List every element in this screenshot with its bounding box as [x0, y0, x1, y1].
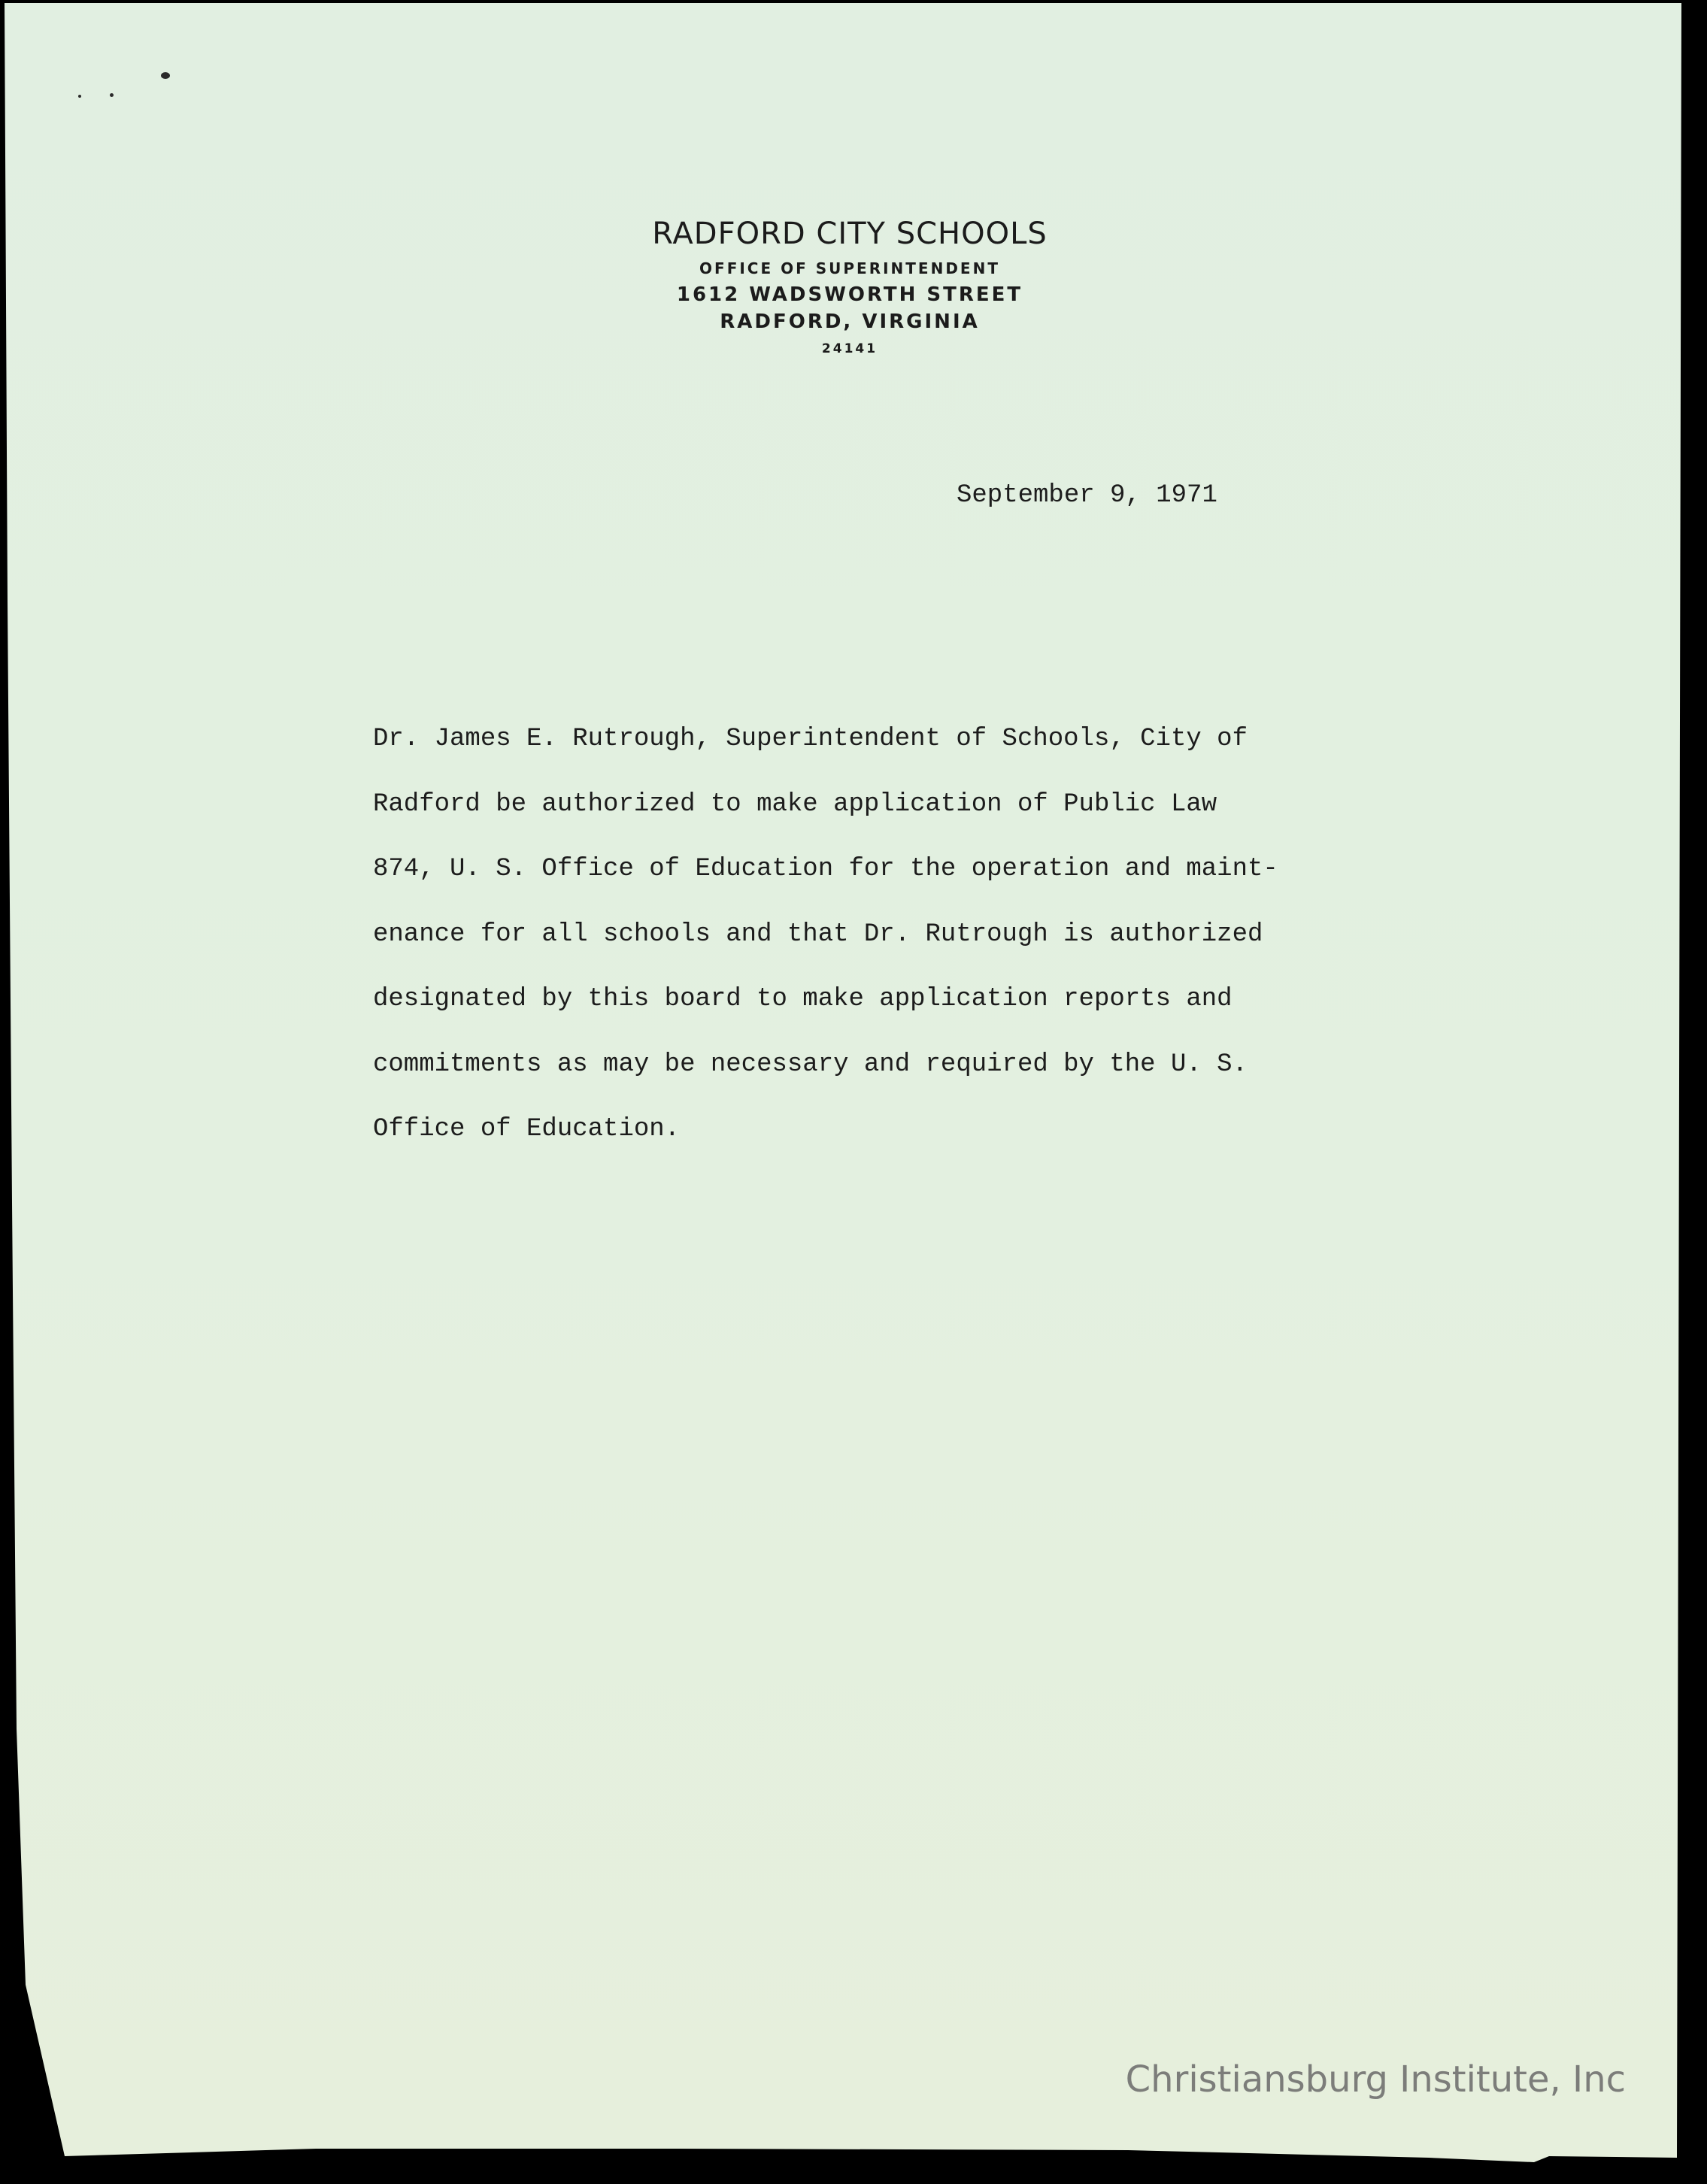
- body-line: Radford be authorized to make application of Public Law: [373, 789, 1217, 819]
- body-line: Office of Education.: [373, 1115, 681, 1143]
- archive-watermark: Christiansburg Institute, Inc: [1125, 2058, 1626, 2101]
- letter-date: September 9, 1971: [957, 481, 1217, 510]
- body-line: Dr. James E. Rutrough, Superintendent of Schools, City of: [373, 725, 1248, 753]
- letterhead-city: RADFORD, VIRGINIA: [720, 310, 980, 333]
- body-line: 874, U. S. Office of Education for the operation and maint-: [373, 855, 1278, 883]
- ink-speck: [78, 95, 81, 98]
- letterhead-zip: 24141: [821, 341, 878, 356]
- letterhead-office: OFFICE OF SUPERINTENDENT: [699, 259, 1000, 277]
- letterhead-organization: RADFORD CITY SCHOOLS: [652, 217, 1048, 251]
- letterhead: [0, 212, 1699, 362]
- resolution-body: [373, 707, 1396, 1162]
- ink-speck: [161, 72, 170, 79]
- body-line: enance for all schools and that Dr. Rutrough is authorized: [373, 919, 1263, 949]
- body-line: designated by this board to make application reports and: [373, 985, 1232, 1013]
- ink-speck: [110, 93, 114, 97]
- body-line: commitments as may be necessary and required by the U. S.: [373, 1050, 1248, 1079]
- letterhead-street: 1612 WADSWORTH STREET: [676, 283, 1023, 306]
